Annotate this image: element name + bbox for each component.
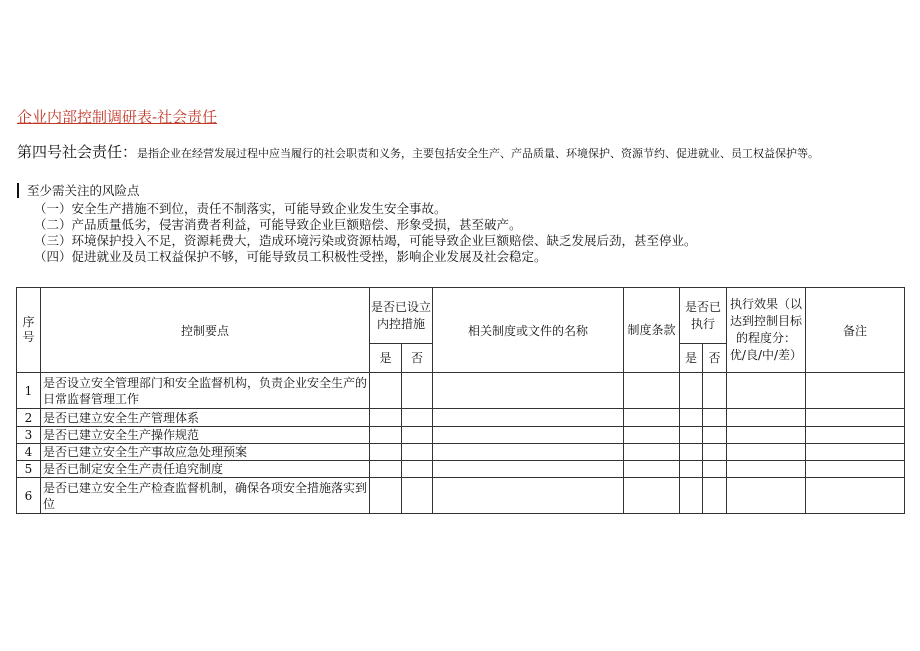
header-executed-yes: 是	[680, 344, 703, 373]
cell-clauses[interactable]	[624, 461, 680, 478]
cell-effect[interactable]	[727, 427, 806, 444]
header-established-yes: 是	[370, 344, 402, 373]
cell-clauses[interactable]	[624, 373, 680, 409]
cell-executed-no[interactable]	[703, 444, 727, 461]
definition-line	[17, 141, 819, 162]
row-number: 5	[17, 461, 41, 478]
cell-established-no[interactable]	[402, 427, 433, 444]
section-marker	[17, 183, 19, 198]
header-established: 是否已设立内控措施	[370, 288, 433, 344]
cell-executed-no[interactable]	[703, 373, 727, 409]
header-documents: 相关制度或文件的名称	[433, 288, 624, 373]
risk-item: （一）安全生产措施不到位，责任不制落实，可能导致企业发生安全事故。	[34, 201, 447, 216]
cell-remarks[interactable]	[806, 409, 905, 427]
risk-item: （二）产品质量低劣，侵害消费者利益，可能导致企业巨额赔偿、形象受损，甚至破产。	[34, 217, 522, 232]
cell-effect[interactable]	[727, 444, 806, 461]
cell-established-yes[interactable]	[370, 444, 402, 461]
cell-established-no[interactable]	[402, 444, 433, 461]
cell-executed-yes[interactable]	[680, 409, 703, 427]
row-control-point: 是否已建立安全生产事故应急处理预案	[41, 444, 370, 461]
risk-section-heading	[17, 181, 140, 199]
cell-established-no[interactable]	[402, 409, 433, 427]
header-effect: 执行效果（以达到控制目标的程度分：优/良/中/差）	[727, 288, 806, 373]
cell-remarks[interactable]	[806, 478, 905, 514]
cell-established-no[interactable]	[402, 373, 433, 409]
control-table	[16, 287, 905, 514]
row-control-point: 是否已建立安全生产管理体系	[41, 409, 370, 427]
risk-heading-text: 至少需关注的风险点	[27, 183, 140, 198]
cell-established-yes[interactable]	[370, 427, 402, 444]
cell-executed-yes[interactable]	[680, 427, 703, 444]
cell-established-yes[interactable]	[370, 461, 402, 478]
cell-remarks[interactable]	[806, 373, 905, 409]
row-control-point: 是否已制定安全生产责任追究制度	[41, 461, 370, 478]
cell-established-no[interactable]	[402, 461, 433, 478]
table-row	[17, 461, 905, 478]
cell-effect[interactable]	[727, 409, 806, 427]
cell-documents[interactable]	[433, 461, 624, 478]
table-row	[17, 444, 905, 461]
header-control-point: 控制要点	[41, 288, 370, 373]
cell-established-yes[interactable]	[370, 409, 402, 427]
row-number: 3	[17, 427, 41, 444]
header-executed: 是否已执行	[680, 288, 727, 344]
definition-heading: 第四号社会责任：	[17, 143, 138, 161]
cell-executed-yes[interactable]	[680, 444, 703, 461]
row-number: 2	[17, 409, 41, 427]
cell-remarks[interactable]	[806, 461, 905, 478]
risk-item: （四）促进就业及员工权益保护不够，可能导致员工积极性受挫，影响企业发展及社会稳定。	[34, 249, 547, 264]
cell-executed-no[interactable]	[703, 478, 727, 514]
cell-established-no[interactable]	[402, 478, 433, 514]
cell-documents[interactable]	[433, 409, 624, 427]
cell-established-yes[interactable]	[370, 478, 402, 514]
header-executed-no: 否	[703, 344, 727, 373]
cell-clauses[interactable]	[624, 478, 680, 514]
cell-executed-no[interactable]	[703, 427, 727, 444]
cell-executed-yes[interactable]	[680, 373, 703, 409]
cell-documents[interactable]	[433, 444, 624, 461]
table-row	[17, 373, 905, 409]
cell-documents[interactable]	[433, 373, 624, 409]
row-control-point: 是否已建立安全生产检查监督机制，确保各项安全措施落实到位	[41, 478, 370, 514]
table-row	[17, 427, 905, 444]
cell-executed-yes[interactable]	[680, 461, 703, 478]
row-number: 1	[17, 373, 41, 409]
row-control-point: 是否已建立安全生产操作规范	[41, 427, 370, 444]
definition-text: 是指企业在经营发展过程中应当履行的社会职责和义务，主要包括安全生产、产品质量、环境保护、资源节约、促进就业、员工权益保护等。	[137, 147, 820, 160]
table-row	[17, 409, 905, 427]
cell-documents[interactable]	[433, 427, 624, 444]
row-number: 4	[17, 444, 41, 461]
cell-effect[interactable]	[727, 373, 806, 409]
risk-list	[34, 201, 697, 265]
cell-effect[interactable]	[727, 478, 806, 514]
cell-clauses[interactable]	[624, 427, 680, 444]
cell-remarks[interactable]	[806, 444, 905, 461]
cell-clauses[interactable]	[624, 409, 680, 427]
page-title: 企业内部控制调研表-社会责任	[17, 108, 218, 126]
cell-effect[interactable]	[727, 461, 806, 478]
cell-clauses[interactable]	[624, 444, 680, 461]
header-seq: 序号	[17, 288, 41, 373]
risk-item: （三）环境保护投入不足，资源耗费大，造成环境污染或资源枯竭，可能导致企业巨额赔偿、缺乏发展后劲，甚至停业。	[34, 233, 697, 248]
row-number: 6	[17, 478, 41, 514]
cell-documents[interactable]	[433, 478, 624, 514]
cell-executed-no[interactable]	[703, 461, 727, 478]
header-established-no: 否	[402, 344, 433, 373]
header-clauses: 制度条款	[624, 288, 680, 373]
row-control-point: 是否设立安全管理部门和安全监督机构，负责企业安全生产的日常监督管理工作	[41, 373, 370, 409]
cell-established-yes[interactable]	[370, 373, 402, 409]
cell-executed-yes[interactable]	[680, 478, 703, 514]
cell-executed-no[interactable]	[703, 409, 727, 427]
table-row	[17, 478, 905, 514]
header-remarks: 备注	[806, 288, 905, 373]
cell-remarks[interactable]	[806, 427, 905, 444]
